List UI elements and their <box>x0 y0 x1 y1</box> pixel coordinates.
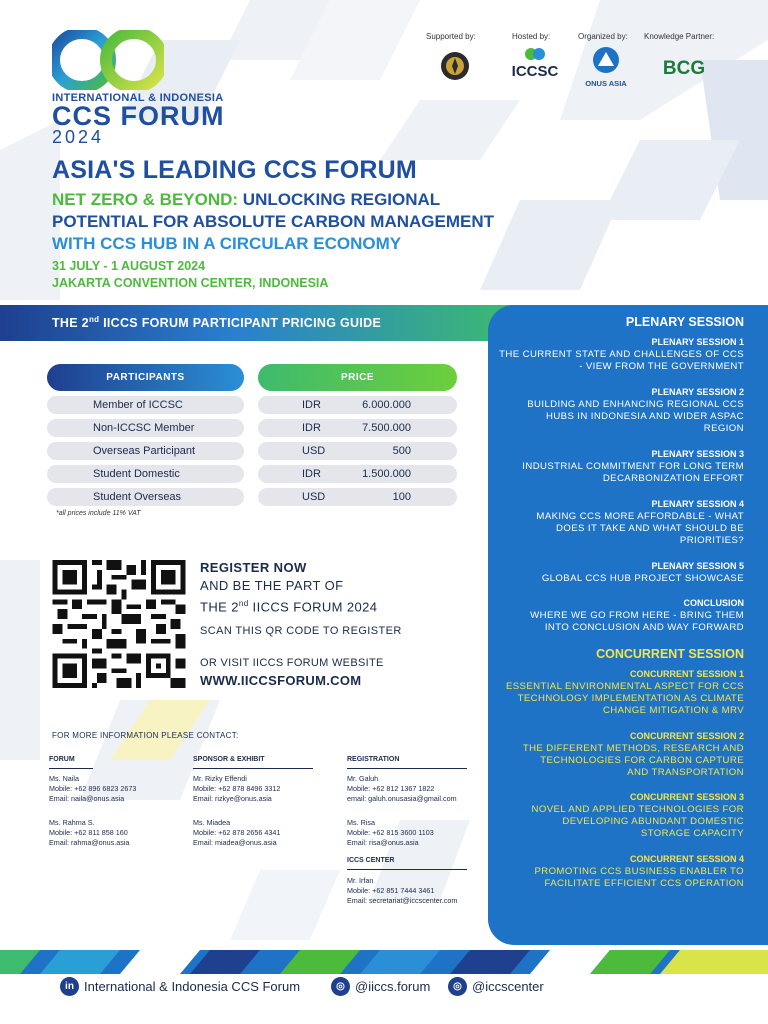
forum-contact-heading: FORUM <box>49 756 75 763</box>
register-heading <box>200 559 377 616</box>
concurrent-session-title: CONCURRENT SESSION 1 <box>629 669 744 679</box>
register-line-3-pre: THE 2 <box>200 599 239 615</box>
price-cell <box>258 465 457 483</box>
theme-line-3: WITH CCS HUB IN A CIRCULAR ECONOMY <box>52 234 402 253</box>
iccsc-logo-icon <box>505 46 565 86</box>
pricing-title <box>52 315 381 330</box>
contact-line: Mobile: +62 812 1367 1822 <box>347 784 435 793</box>
organized-by-label: Organized by: <box>578 32 628 41</box>
amount: 7.500.000 <box>362 422 411 434</box>
concurrent-session-desc: ESSENTIAL ENVIRONMENTAL ASPECT FOR CCS TECHNOLOGY IMPLEMENTATION AS CLIMATE CHANGE MITIGATION & MRV <box>505 681 744 716</box>
concurrent-session-desc: NOVEL AND APPLIED TECHNOLOGIES FOR DEVELOPING ABUNDANT DOMESTIC STORAGE CAPACITY <box>531 804 744 839</box>
participant-cell: Overseas Participant <box>47 442 244 460</box>
contact-line: Mobile: +62 878 2656 4341 <box>193 828 281 837</box>
ministry-emblem-icon <box>440 46 470 86</box>
contact-line: Email: risa@onus.asia <box>347 838 419 847</box>
currency: USD <box>302 491 326 503</box>
supported-by-label: Supported by: <box>426 32 476 41</box>
amount: 1.500.000 <box>362 468 411 480</box>
ccs-forum-logo-icon <box>52 30 164 90</box>
center-divider <box>347 869 467 870</box>
pricing-title-sup: nd <box>88 315 100 324</box>
concurrent-session-desc: THE DIFFERENT METHODS, RESEARCH AND TECHNOLOGIES FOR CARBON CAPTURE AND TRANSPORTATION <box>522 743 744 778</box>
logo-subtitle: INTERNATIONAL & INDONESIA <box>52 92 224 104</box>
contact-spacer <box>193 804 280 818</box>
participant-cell: Non-ICCSC Member <box>47 419 244 437</box>
vat-note: *all prices include 11% VAT <box>56 510 141 517</box>
contact-line: Email: miadea@onus.asia <box>193 838 277 847</box>
website-link[interactable]: WWW.IICCSFORUM.COM <box>200 673 362 688</box>
participant-cell: Student Domestic <box>47 465 244 483</box>
contact-line: Mr. Galuh <box>347 774 379 783</box>
logo-year: 2024 <box>52 127 105 147</box>
currency: IDR <box>302 399 321 411</box>
contact-line: Mr. Rizky Effendi <box>193 774 247 783</box>
plenary-session-title: PLENARY SESSION 4 <box>651 499 744 509</box>
forum-divider <box>49 768 93 769</box>
currency: IDR <box>302 468 321 480</box>
contact-line: Ms. Rahma S. <box>49 818 95 827</box>
contact-spacer <box>347 804 457 818</box>
forum-contacts <box>49 774 136 848</box>
footer-stripes <box>0 950 768 974</box>
theme-line-2: POTENTIAL FOR ABSOLUTE CARBON MANAGEMENT <box>52 212 494 231</box>
scan-instruction: SCAN THIS QR CODE TO REGISTER <box>200 625 402 637</box>
registration-contact-heading: REGISTRATION <box>347 756 400 763</box>
iccs-center-contact-heading: ICCS CENTER <box>347 857 395 864</box>
register-line-3-sup: nd <box>238 599 249 608</box>
instagram-link-forum[interactable]: @iiccs.forum <box>355 979 431 994</box>
bcg-logo-text: BCG <box>662 58 706 79</box>
concurrent-session-title: CONCURRENT SESSION 4 <box>629 854 744 864</box>
iccsc-logo-text: ICCSC <box>511 63 559 80</box>
registration-qr-code[interactable] <box>52 560 186 688</box>
event-venue: JAKARTA CONVENTION CENTER, INDONESIA <box>52 276 329 290</box>
contact-line: Ms. Risa <box>347 818 375 827</box>
contact-line: Mobile: +62 815 3600 1103 <box>347 828 434 837</box>
instagram-link-center[interactable]: @iccscenter <box>472 979 544 994</box>
price-cell <box>258 442 457 460</box>
register-line-3-post: IICCS FORUM 2024 <box>248 599 378 615</box>
register-line-1: REGISTER NOW <box>200 560 307 575</box>
theme-line-1 <box>52 188 440 211</box>
contact-spacer <box>49 804 136 818</box>
contact-line: Mobile: +62 878 8496 3312 <box>193 784 281 793</box>
concurrent-session-title: CONCURRENT SESSION 3 <box>629 792 744 802</box>
amount: 100 <box>392 491 411 503</box>
instagram-icon[interactable]: ◎ <box>331 977 350 996</box>
plenary-session-desc: GLOBAL CCS HUB PROJECT SHOWCASE <box>541 573 744 584</box>
theme-highlight: NET ZERO & BEYOND: <box>52 190 239 209</box>
price-cell <box>258 488 457 506</box>
currency: USD <box>302 445 326 457</box>
sponsor-divider <box>193 768 313 769</box>
conclusion-desc: WHERE WE GO FROM HERE - BRING THEM INTO CONCLUSION AND WAY FORWARD <box>530 610 744 633</box>
contact-line: Mr. Irfan <box>347 876 374 885</box>
contact-line: Ms. Naila <box>49 774 79 783</box>
contact-line: Email: secretariat@iccscenter.com <box>347 896 458 905</box>
plenary-session-desc: INDUSTRIAL COMMITMENT FOR LONG TERM DECARBONIZATION EFFORT <box>522 461 744 484</box>
contact-line: Email: rizkye@onus.asia <box>193 794 272 803</box>
participants-header: PARTICIPANTS <box>47 364 244 391</box>
onus-asia-logo-icon <box>578 46 634 90</box>
bcg-logo-icon <box>658 46 714 86</box>
pricing-title-post: IICCS FORUM PARTICIPANT PRICING GUIDE <box>99 316 382 331</box>
contact-line: email: galuh.onusasia@gmail.com <box>347 794 457 803</box>
plenary-session-title: PLENARY SESSION 5 <box>651 561 744 571</box>
logo-title: CCS FORUM <box>52 101 225 131</box>
conclusion-title: CONCLUSION <box>683 598 744 608</box>
theme-line-1-rest: UNLOCKING REGIONAL <box>238 190 441 209</box>
linkedin-icon[interactable]: in <box>60 977 79 996</box>
sponsor-contact-heading: SPONSOR & EXHIBIT <box>193 756 265 763</box>
plenary-session-title: PLENARY SESSION 3 <box>651 449 744 459</box>
concurrent-session-desc: PROMOTING CCS BUSINESS ENABLER TO FACILITATE EFFICIENT CCS OPERATION <box>534 866 744 889</box>
concurrent-title: CONCURRENT SESSION <box>596 647 744 661</box>
sponsor-contacts <box>193 774 280 848</box>
contact-line: Mobile: +62 811 858 160 <box>49 828 128 837</box>
headline: ASIA'S LEADING CCS FORUM <box>52 156 417 184</box>
plenary-session-title: PLENARY SESSION 2 <box>651 387 744 397</box>
plenary-session-desc: MAKING CCS MORE AFFORDABLE - WHAT DOES IT TAKE AND WHAT SHOULD BE PRIORITIES? <box>536 511 744 546</box>
registration-divider <box>347 768 467 769</box>
concurrent-session-title: CONCURRENT SESSION 2 <box>629 731 744 741</box>
amount: 6.000.000 <box>362 399 411 411</box>
knowledge-partner-label: Knowledge Partner: <box>644 32 715 41</box>
event-date: 31 JULY - 1 AUGUST 2024 <box>52 259 206 273</box>
hosted-by-label: Hosted by: <box>512 32 551 41</box>
contact-line: Mobile: +62 851 7444 3461 <box>347 886 435 895</box>
price-cell <box>258 396 457 414</box>
registration-contacts <box>347 774 457 848</box>
amount: 500 <box>392 445 411 457</box>
linkedin-link[interactable]: International & Indonesia CCS Forum <box>84 979 301 994</box>
plenary-session-desc: THE CURRENT STATE AND CHALLENGES OF CCS - VIEW FROM THE GOVERNMENT <box>499 349 744 372</box>
visit-website-label: OR VISIT IICCS FORUM WEBSITE <box>200 657 384 669</box>
price-header: PRICE <box>258 364 457 391</box>
register-line-2: AND BE THE PART OF <box>200 578 344 593</box>
participant-cell: Student Overseas <box>47 488 244 506</box>
plenary-title: PLENARY SESSION <box>625 315 744 329</box>
plenary-session-desc: BUILDING AND ENHANCING REGIONAL CCS HUBS IN INDONESIA AND WIDER ASPAC REGION <box>527 399 744 434</box>
pricing-title-pre: THE 2 <box>52 316 89 331</box>
register-line-3 <box>200 595 377 616</box>
onus-asia-logo-text: ONUS ASIA <box>585 79 627 88</box>
instagram-icon[interactable]: ◎ <box>448 977 467 996</box>
iccs-center-contacts <box>347 876 457 906</box>
contact-title: FOR MORE INFORMATION PLEASE CONTACT: <box>52 731 239 740</box>
currency: IDR <box>302 422 321 434</box>
contact-line: Email: rahma@onus.asia <box>49 838 130 847</box>
contact-line: Email: naila@onus.asia <box>49 794 125 803</box>
contact-line: Mobile: +62 896 6823 2673 <box>49 784 137 793</box>
price-cell <box>258 419 457 437</box>
contact-line: Ms. Miadea <box>193 818 231 827</box>
participant-cell: Member of ICCSC <box>47 396 244 414</box>
plenary-session-title: PLENARY SESSION 1 <box>651 337 744 347</box>
